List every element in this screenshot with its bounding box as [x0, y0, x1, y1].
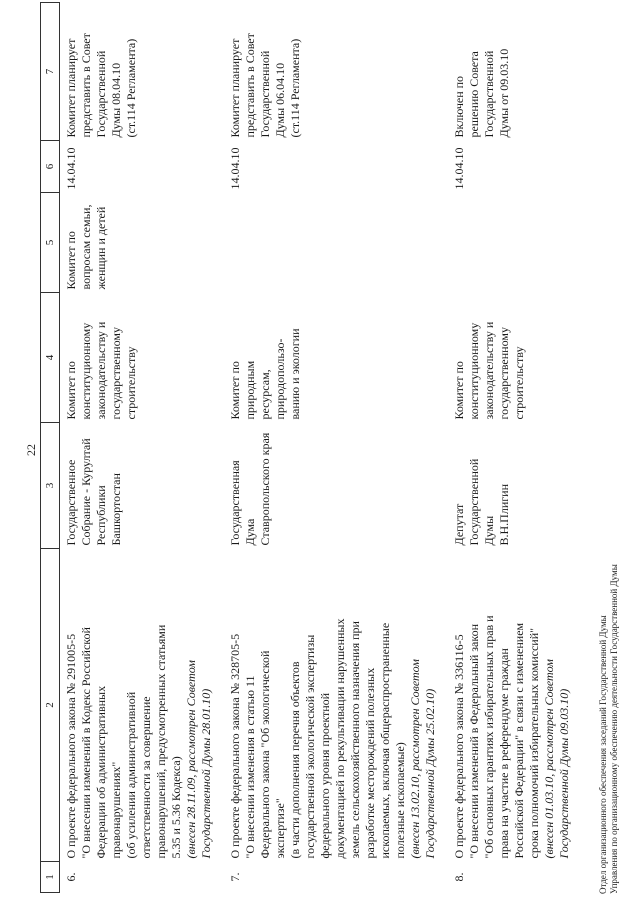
bill-note: (внесен 13.02.10, рассмотрен Советом Государственной Думы 25.02.10) [408, 659, 437, 859]
column-number-2: 2 [41, 549, 60, 862]
header-row [41, 3, 60, 893]
row-number: 6. [64, 872, 78, 882]
bill-title: О проекте федерального закона № 291005-5 "О внесении изменений в Кодекс Российской Федерации об административных правонарушениях" (об усилении административной ответственности за совершение правонарушений, предусмотренных статьями 5.35 и 5.36 Кодекса) [64, 624, 183, 859]
co-committee-cell [224, 193, 448, 293]
bill-title: О проекте федерального закона № 336116-5 "О внесении изменений в Федеральный закон "Об основных гарантиях избирательных прав и права на участие в референдуме граждан Российской Федерации" в связи с изменением срока полномочий избирательных комиссий" [452, 615, 541, 859]
initiator-cell: Государственное Собрание - Курултай Республики Башкортостан [64, 438, 123, 546]
column-number-6: 6 [41, 141, 60, 193]
date-cell: 14.04.10 [452, 147, 466, 190]
footer-line-directorate: Управления по организационному обеспечению деятельности Государственной Думы [609, 564, 619, 894]
page-footer [598, 564, 620, 894]
row-number: 8. [452, 872, 466, 882]
column-number-1: 1 [41, 862, 60, 893]
co-committee-cell [448, 193, 582, 293]
responsible-committee-cell: Комитет по конституционному законодательству и государственному строительству [64, 321, 138, 420]
status-cell: Комитет планирует представить в Совет Государственной Думы 08.04.10 (ст.114 Регламента) [64, 33, 138, 138]
co-committee-cell: Комитет по вопросам семьи, женщин и детей [64, 204, 108, 290]
column-number-3: 3 [41, 423, 60, 549]
page-number: 22 [24, 444, 38, 456]
status-cell: Комитет планирует представить в Совет Государственной Думы 06.04.10 (ст.114 Регламента) [228, 33, 302, 138]
bill-cell [224, 549, 448, 862]
table-row [60, 3, 225, 893]
status-cell: Включен по решению Совета Государственной Думы от 09.03.10 [452, 48, 511, 138]
bill-note: (внесен 01.03.10, рассмотрен Советом Государственной Думы 09.03.10) [542, 659, 571, 859]
column-number-7: 7 [41, 3, 60, 141]
bill-cell [60, 549, 225, 862]
column-number-4: 4 [41, 293, 60, 423]
responsible-committee-cell: Комитет по природным ресурсам, природопользо- ванию и экологии [228, 328, 302, 420]
table-row [448, 3, 582, 893]
table-row [224, 3, 448, 893]
date-cell: 14.04.10 [64, 147, 78, 190]
footer-line-department: Отдел организационного обеспечения заседаний Государственной Думы [598, 615, 608, 894]
row-number: 7. [228, 872, 242, 882]
column-number-5: 5 [41, 193, 60, 293]
initiator-cell: Государственная Дума Ставропольского края [228, 432, 272, 546]
bills-table [40, 2, 582, 893]
initiator-cell: Депутат Государственной Думы В.Н.Плигин [452, 458, 511, 546]
responsible-committee-cell: Комитет по конституционному законодательству и государственному строительству [452, 321, 526, 420]
bill-cell [448, 549, 582, 862]
date-cell: 14.04.10 [228, 147, 242, 190]
bill-title: О проекте федерального закона № 328705-5 "О внесении изменения в статью 11 Федерального закона "Об экологической экспертизе" (в части дополнения перечня объектов государственной экологической экспертизы федерального уровня проектной документацией по рекультивации нарушенных земель сельскохозяйственного назначения при разработке месторождений полезных ископаемых, включая общераспространенные полезные ископаемые) [228, 618, 407, 859]
bill-note: (внесен 28.11.09, рассмотрен Советом Государственной Думы 28.01.10) [184, 660, 213, 859]
